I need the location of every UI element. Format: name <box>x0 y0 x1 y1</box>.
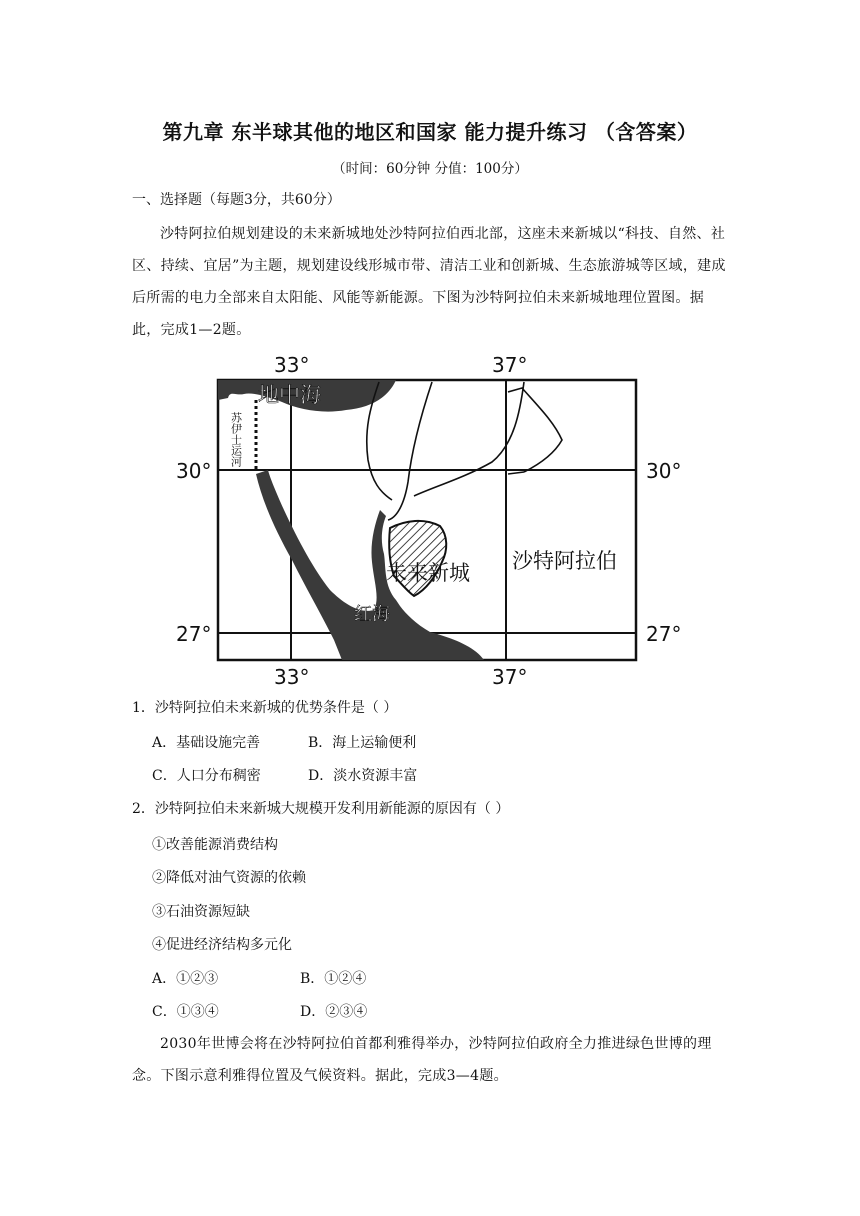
section-heading: 一、选择题（每题3分，共60分） <box>132 192 341 208</box>
passage-1: 沙特阿拉伯规划建设的未来新城地处沙特阿拉伯西北部，这座未来新城以“科技、自然、社区、持续、宜居”为主题，规划建设线形城市带、清洁工业和创新城、生态旅游城等区域，建成后所需的电力全部来自太阳能、风能等新能源。下图为沙特阿拉伯未来新城地理位置图。据此，完成1—2题。 <box>132 226 726 338</box>
q2-option-b: B．①②④ <box>300 971 367 987</box>
lon-label-top-left: 33° <box>274 353 310 377</box>
passage-2: 2030年世博会将在沙特阿拉伯首都利雅得举办，沙特阿拉伯政府全力推进绿色世博的理念。下图示意利雅得位置及气候资料。据此，完成3—4题。 <box>132 1036 712 1084</box>
mediterranean-label: 地中海 <box>258 383 321 407</box>
lon-label-bottom-left: 33° <box>274 665 310 689</box>
red-sea-label: 红海 <box>354 604 390 625</box>
q1-option-c: C．人口分布稠密 <box>152 768 261 784</box>
page-title: 第九章 东半球其他的地区和国家 能力提升练习 （含答案） <box>162 120 698 144</box>
q2-item-2: ②降低对油气资源的依赖 <box>152 870 306 886</box>
q1-option-d: D．淡水资源丰富 <box>308 768 418 784</box>
question-1-stem: 1．沙特阿拉伯未来新城的优势条件是（ ） <box>132 700 398 716</box>
lat-label-30-right: 30° <box>646 459 682 483</box>
location-map <box>174 350 692 690</box>
lat-label-27-left: 27° <box>176 622 212 646</box>
question-2-stem: 2．沙特阿拉伯未来新城大规模开发利用新能源的原因有（ ） <box>132 801 510 817</box>
lon-label-top-right: 37° <box>492 353 528 377</box>
lat-label-27-right: 27° <box>646 622 682 646</box>
exam-info: （时间：60分钟 分值：100分） <box>332 161 528 177</box>
q2-option-d: D．②③④ <box>300 1004 368 1020</box>
q2-option-c: C．①③④ <box>152 1004 219 1020</box>
future-city-label: 未来新城 <box>386 561 470 585</box>
q2-item-4: ④促进经济结构多元化 <box>152 937 292 953</box>
q1-option-b: B．海上运输便利 <box>308 735 417 751</box>
lat-label-30-left: 30° <box>176 459 212 483</box>
q2-option-a: A．①②③ <box>152 971 219 987</box>
suez-label: 苏伊士运河 <box>229 412 243 467</box>
saudi-label: 沙特阿拉伯 <box>512 549 617 573</box>
q2-item-1: ①改善能源消费结构 <box>152 837 278 853</box>
lon-label-bottom-right: 37° <box>492 665 528 689</box>
q1-option-a: A．基础设施完善 <box>152 735 261 751</box>
q2-item-3: ③石油资源短缺 <box>152 904 250 920</box>
